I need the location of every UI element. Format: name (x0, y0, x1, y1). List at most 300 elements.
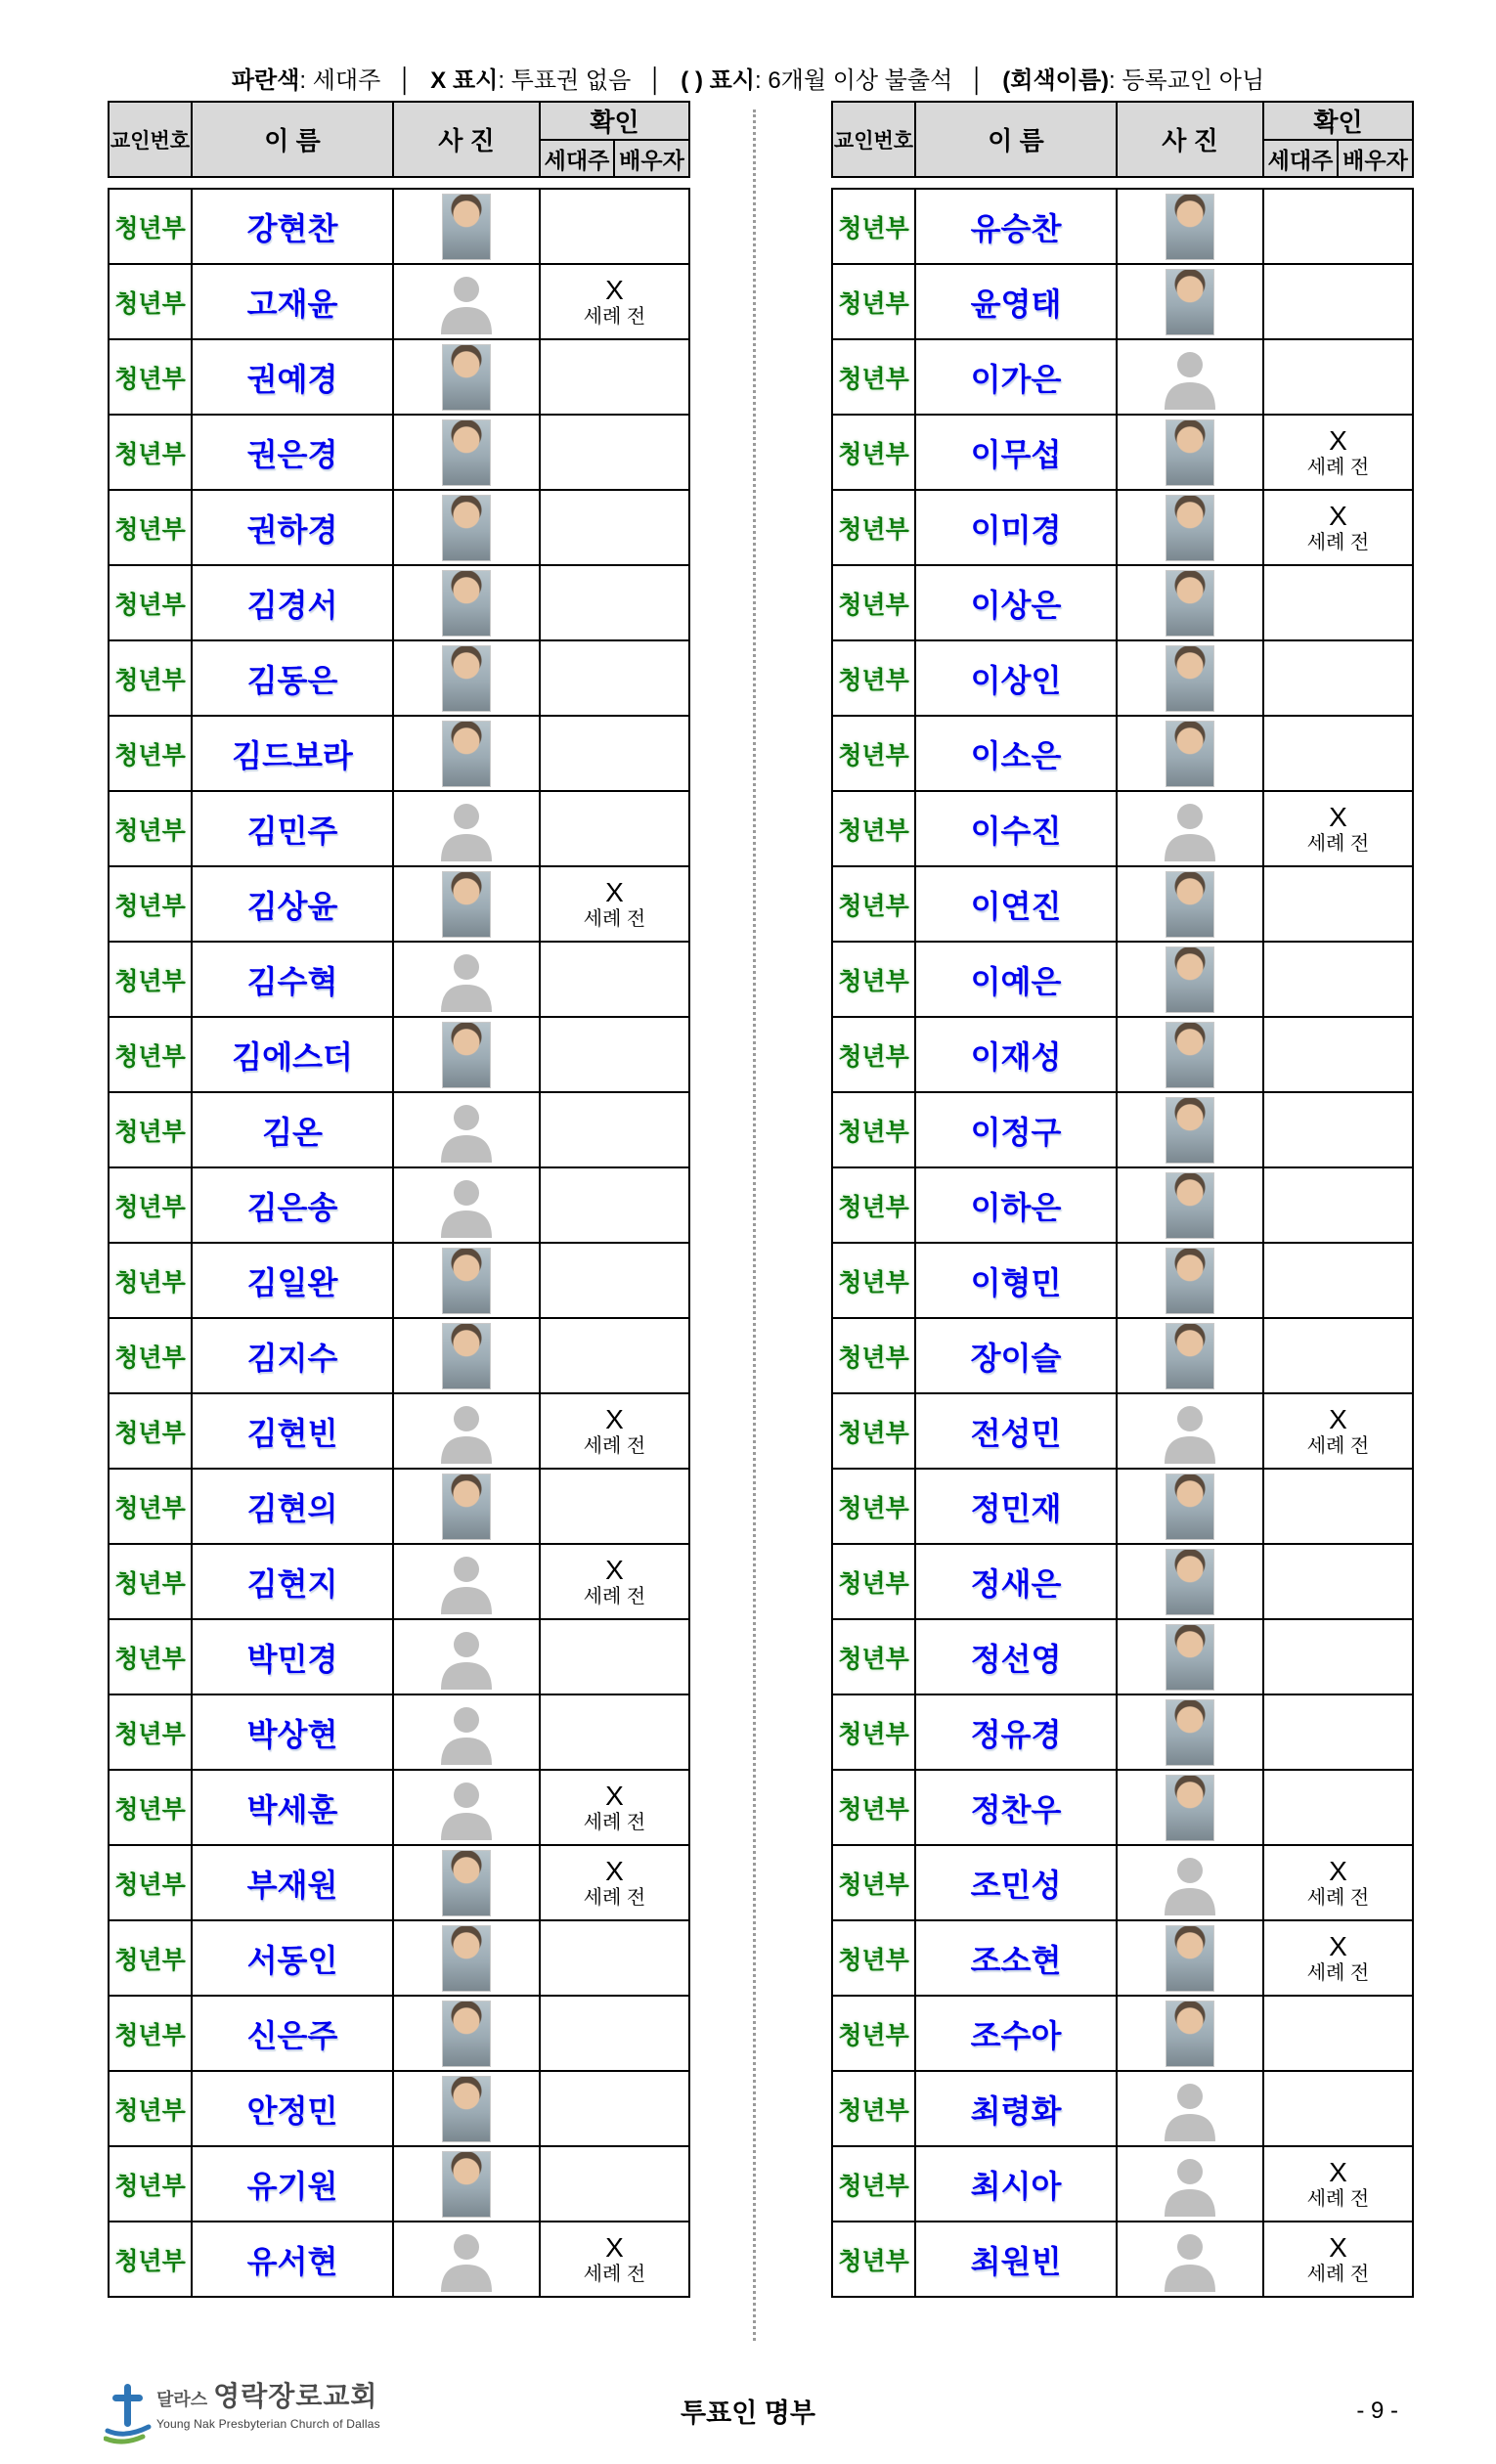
member-group-cell: 청년부 (109, 716, 192, 791)
member-name-cell: 이소은 (915, 716, 1117, 791)
confirm-mark-cell (1263, 1017, 1413, 1092)
confirm-mark-cell (1263, 1393, 1413, 1469)
member-name-cell: 김경서 (192, 565, 393, 640)
no-vote-x-mark: X (605, 1781, 624, 1811)
confirm-mark-cell (540, 866, 689, 942)
confirm-mark-cell (1263, 2222, 1413, 2297)
member-group-cell: 청년부 (832, 339, 915, 415)
member-photo-cell (1117, 264, 1263, 339)
table-row (109, 1243, 689, 1318)
person-silhouette-icon (436, 270, 497, 334)
member-photo-cell (393, 2222, 540, 2297)
member-photo-cell (393, 339, 540, 415)
member-photo-cell (1117, 942, 1263, 1017)
member-group-cell: 청년부 (109, 942, 192, 1017)
member-photo (1160, 2152, 1220, 2217)
member-photo-cell (1117, 1393, 1263, 1469)
member-group-cell: 청년부 (832, 1996, 915, 2071)
confirm-mark-cell (1263, 1694, 1413, 1770)
table-row (109, 565, 689, 640)
confirm-mark-cell (1263, 1920, 1413, 1996)
member-photo (436, 1098, 497, 1163)
person-silhouette-icon (436, 1098, 497, 1163)
member-photo (436, 1776, 497, 1840)
member-photo (442, 1474, 491, 1540)
member-photo (1166, 1022, 1214, 1088)
no-vote-x-mark: X (1329, 501, 1347, 531)
member-photo (436, 1173, 497, 1238)
column-header-photo: 사 진 (393, 102, 540, 177)
member-photo-cell (393, 1544, 540, 1619)
member-photo (442, 1925, 491, 1992)
member-photo (1166, 946, 1214, 1013)
member-group-cell: 청년부 (832, 189, 915, 264)
portrait-photo (1166, 1172, 1214, 1239)
member-name-cell: 김현의 (192, 1469, 393, 1544)
before-baptism-note: 세례 전 (583, 1435, 646, 1457)
portrait-photo (442, 2001, 491, 2067)
member-photo (1160, 1399, 1220, 1464)
table-row (109, 189, 689, 264)
confirm-mark-cell (1263, 264, 1413, 339)
table-row (832, 1694, 1413, 1770)
member-photo (1160, 1851, 1220, 1915)
member-name-cell: 이가은 (915, 339, 1117, 415)
member-photo (436, 1399, 497, 1464)
member-photo (1166, 1624, 1214, 1691)
member-name-cell: 유기원 (192, 2146, 393, 2222)
portrait-photo (442, 1323, 491, 1389)
table-row (109, 1469, 689, 1544)
member-photo-cell (393, 2071, 540, 2146)
member-group-cell: 청년부 (832, 415, 915, 490)
member-group-cell: 청년부 (832, 1243, 915, 1318)
member-photo-cell (1117, 716, 1263, 791)
member-group-cell: 청년부 (109, 1694, 192, 1770)
member-name-cell: 김민주 (192, 791, 393, 866)
member-photo-cell (1117, 1770, 1263, 1845)
table-row (832, 1017, 1413, 1092)
member-photo (1166, 269, 1214, 335)
member-name-cell: 정선영 (915, 1619, 1117, 1694)
member-name-cell: 부재원 (192, 1845, 393, 1920)
table-row (832, 490, 1413, 565)
table-row (109, 1619, 689, 1694)
member-group-cell: 청년부 (832, 1920, 915, 1996)
person-silhouette-icon (1160, 797, 1220, 861)
member-name-cell: 김은송 (192, 1167, 393, 1243)
member-group-cell: 청년부 (109, 791, 192, 866)
member-photo-cell (393, 1694, 540, 1770)
member-group-cell: 청년부 (832, 490, 915, 565)
column-header-spouse: 배우자 (614, 140, 689, 177)
confirm-mark-cell (540, 716, 689, 791)
member-group-cell: 청년부 (832, 264, 915, 339)
member-group-cell: 청년부 (832, 1845, 915, 1920)
member-photo (1160, 797, 1220, 861)
table-row (832, 1092, 1413, 1167)
member-photo-cell (393, 1092, 540, 1167)
church-name-kr: 영락장로교회 (213, 2381, 378, 2411)
member-photo-cell (393, 1243, 540, 1318)
table-row (109, 942, 689, 1017)
no-vote-x-mark: X (1329, 2157, 1347, 2187)
confirm-mark-cell (540, 1318, 689, 1393)
column-header-member-no: 교인번호 (109, 102, 192, 177)
member-name-cell: 정유경 (915, 1694, 1117, 1770)
member-photo (1166, 1323, 1214, 1389)
member-photo (442, 1248, 491, 1314)
member-group-cell: 청년부 (832, 1092, 915, 1167)
member-photo-cell (393, 1845, 540, 1920)
member-name-cell: 조민성 (915, 1845, 1117, 1920)
table-row (109, 339, 689, 415)
member-name-cell: 김드보라 (192, 716, 393, 791)
confirm-mark-cell (1263, 791, 1413, 866)
table-row (109, 1167, 689, 1243)
table-header-left (108, 101, 690, 178)
member-photo-cell (1117, 2146, 1263, 2222)
member-photo-cell (1117, 1920, 1263, 1996)
member-name-cell: 이상인 (915, 640, 1117, 716)
person-silhouette-icon (436, 1776, 497, 1840)
member-name-cell: 이연진 (915, 866, 1117, 942)
member-name-cell: 이무섭 (915, 415, 1117, 490)
table-row (832, 339, 1413, 415)
member-photo-cell (393, 565, 540, 640)
no-vote-x-mark: X (605, 2232, 624, 2263)
member-photo-cell (393, 640, 540, 716)
member-photo-cell (1117, 415, 1263, 490)
member-group-cell: 청년부 (109, 339, 192, 415)
table-row (832, 866, 1413, 942)
member-photo (442, 2076, 491, 2142)
table-row (109, 264, 689, 339)
table-row (109, 716, 689, 791)
member-photo-cell (393, 1469, 540, 1544)
confirm-mark-cell (540, 1017, 689, 1092)
confirm-mark-cell (1263, 2071, 1413, 2146)
member-photo-cell (1117, 1318, 1263, 1393)
confirm-mark-cell (540, 640, 689, 716)
before-baptism-note: 세례 전 (583, 1887, 646, 1909)
member-group-cell: 청년부 (832, 716, 915, 791)
member-photo-cell (393, 791, 540, 866)
member-name-cell: 권하경 (192, 490, 393, 565)
member-photo (436, 1700, 497, 1765)
before-baptism-note: 세례 전 (583, 2264, 646, 2285)
member-name-cell: 박민경 (192, 1619, 393, 1694)
table-body-right (831, 188, 1414, 2298)
member-group-cell: 청년부 (832, 565, 915, 640)
person-silhouette-icon (436, 797, 497, 861)
column-header-photo: 사 진 (1117, 102, 1263, 177)
confirm-mark-cell (540, 2146, 689, 2222)
member-group-cell: 청년부 (832, 2071, 915, 2146)
confirm-mark-cell (540, 942, 689, 1017)
portrait-photo (442, 1925, 491, 1992)
member-name-cell: 서동인 (192, 1920, 393, 1996)
confirm-mark-cell (1263, 339, 1413, 415)
member-photo (442, 645, 491, 712)
member-photo-cell (1117, 1544, 1263, 1619)
member-photo-cell (393, 264, 540, 339)
portrait-photo (1166, 495, 1214, 561)
member-group-cell: 청년부 (832, 1393, 915, 1469)
member-group-cell: 청년부 (109, 1243, 192, 1318)
member-photo (442, 419, 491, 486)
member-name-cell: 최령화 (915, 2071, 1117, 2146)
table-row (832, 1845, 1413, 1920)
table-row (832, 1770, 1413, 1845)
member-photo (436, 2227, 497, 2292)
member-photo (442, 721, 491, 787)
confirm-mark-cell (1263, 1167, 1413, 1243)
table-row (109, 1393, 689, 1469)
member-photo-cell (393, 189, 540, 264)
member-group-cell: 청년부 (109, 1092, 192, 1167)
portrait-photo (442, 2151, 491, 2218)
table-row (832, 942, 1413, 1017)
person-silhouette-icon (1160, 2077, 1220, 2141)
member-photo (436, 1625, 497, 1690)
no-vote-x-mark: X (1329, 425, 1347, 456)
member-photo-cell (393, 1017, 540, 1092)
person-silhouette-icon (1160, 1851, 1220, 1915)
member-photo (442, 495, 491, 561)
member-group-cell: 청년부 (832, 1619, 915, 1694)
confirm-mark-cell (1263, 1544, 1413, 1619)
table-row (832, 2071, 1413, 2146)
member-photo (1166, 194, 1214, 260)
table-row (109, 866, 689, 942)
member-name-cell: 김온 (192, 1092, 393, 1167)
portrait-photo (442, 344, 491, 411)
member-photo (1166, 721, 1214, 787)
confirm-mark-cell (540, 490, 689, 565)
member-photo-cell (1117, 189, 1263, 264)
member-group-cell: 청년부 (832, 1770, 915, 1845)
member-name-cell: 고재윤 (192, 264, 393, 339)
table-row (109, 1694, 689, 1770)
member-name-cell: 최원빈 (915, 2222, 1117, 2297)
person-silhouette-icon (436, 2227, 497, 2292)
member-name-cell: 정새은 (915, 1544, 1117, 1619)
member-group-cell: 청년부 (109, 1318, 192, 1393)
portrait-photo (442, 721, 491, 787)
member-photo (1166, 1248, 1214, 1314)
table-row (832, 1544, 1413, 1619)
portrait-photo (442, 1850, 491, 1916)
member-photo (436, 1550, 497, 1614)
before-baptism-note: 세례 전 (1306, 1962, 1370, 1984)
confirm-mark-cell (540, 2222, 689, 2297)
member-name-cell: 장이슬 (915, 1318, 1117, 1393)
member-photo (442, 1323, 491, 1389)
confirm-mark-cell (540, 1619, 689, 1694)
member-photo-cell (1117, 1996, 1263, 2071)
member-group-cell: 청년부 (109, 1619, 192, 1694)
member-group-cell: 청년부 (109, 1845, 192, 1920)
column-header-householder: 세대주 (1263, 140, 1338, 177)
member-photo-cell (393, 415, 540, 490)
member-photo (1160, 2227, 1220, 2292)
member-name-cell: 김상윤 (192, 866, 393, 942)
person-silhouette-icon (1160, 2227, 1220, 2292)
confirm-mark-cell (1263, 1996, 1413, 2071)
member-group-cell: 청년부 (832, 1469, 915, 1544)
table-row (832, 189, 1413, 264)
member-photo-cell (393, 866, 540, 942)
portrait-photo (442, 2076, 491, 2142)
confirm-mark-cell (1263, 1092, 1413, 1167)
member-photo (442, 1850, 491, 1916)
portrait-photo (442, 1022, 491, 1088)
portrait-photo (442, 419, 491, 486)
member-name-cell: 권은경 (192, 415, 393, 490)
church-city-label: 달라스 (156, 2390, 208, 2409)
table-row (832, 565, 1413, 640)
portrait-photo (1166, 1549, 1214, 1615)
member-photo (1166, 2001, 1214, 2067)
member-group-cell: 청년부 (832, 2222, 915, 2297)
member-group-cell: 청년부 (109, 2222, 192, 2297)
member-name-cell: 이형민 (915, 1243, 1117, 1318)
confirm-mark-cell (540, 415, 689, 490)
member-photo (442, 2001, 491, 2067)
member-name-cell: 유서현 (192, 2222, 393, 2297)
member-photo-cell (1117, 640, 1263, 716)
table-row (832, 640, 1413, 716)
member-name-cell: 권예경 (192, 339, 393, 415)
person-silhouette-icon (436, 947, 497, 1012)
portrait-photo (1166, 1323, 1214, 1389)
member-photo-cell (393, 716, 540, 791)
member-photo-cell (1117, 1845, 1263, 1920)
before-baptism-note: 세례 전 (1306, 1887, 1370, 1909)
member-photo-cell (393, 490, 540, 565)
portrait-photo (1166, 1775, 1214, 1841)
member-photo (442, 871, 491, 938)
confirm-mark-cell (540, 1920, 689, 1996)
confirm-mark-cell (540, 565, 689, 640)
member-group-cell: 청년부 (109, 2146, 192, 2222)
portrait-photo (1166, 1248, 1214, 1314)
no-vote-x-mark: X (605, 1856, 624, 1886)
member-photo (1166, 1925, 1214, 1992)
table-row (109, 1770, 689, 1845)
member-group-cell: 청년부 (109, 1167, 192, 1243)
table-row (832, 1167, 1413, 1243)
table-row (109, 1544, 689, 1619)
member-group-cell: 청년부 (109, 1544, 192, 1619)
member-name-cell: 이상은 (915, 565, 1117, 640)
member-name-cell: 안정민 (192, 2071, 393, 2146)
member-group-cell: 청년부 (832, 2146, 915, 2222)
portrait-photo (1166, 1097, 1214, 1164)
no-vote-x-mark: X (1329, 2232, 1347, 2263)
table-row (832, 1996, 1413, 2071)
member-name-cell: 신은주 (192, 1996, 393, 2071)
portrait-photo (442, 495, 491, 561)
person-silhouette-icon (436, 1399, 497, 1464)
member-name-cell: 김현빈 (192, 1393, 393, 1469)
member-group-cell: 청년부 (109, 1770, 192, 1845)
member-photo (1166, 495, 1214, 561)
confirm-mark-cell (1263, 415, 1413, 490)
member-name-cell: 이정구 (915, 1092, 1117, 1167)
member-photo-cell (393, 942, 540, 1017)
table-body-left (108, 188, 690, 2298)
member-photo (436, 797, 497, 861)
confirm-mark-cell (540, 1544, 689, 1619)
before-baptism-note: 세례 전 (583, 1812, 646, 1833)
before-baptism-note: 세례 전 (583, 1586, 646, 1607)
confirm-mark-cell (1263, 1845, 1413, 1920)
legend: 파란색: 세대주 │ X 표시: 투표권 없음 │ ( ) 표시: 6개월 이상 불출석 │ (회색이름): 등록교인 아님 (231, 67, 1265, 94)
column-header-name: 이 름 (192, 102, 393, 177)
church-name-en: Young Nak Presbyterian Church of Dallas (156, 2417, 380, 2431)
tables-divider (753, 110, 756, 2341)
member-group-cell: 청년부 (109, 565, 192, 640)
member-name-cell: 이수진 (915, 791, 1117, 866)
member-photo-cell (1117, 791, 1263, 866)
table-row (832, 1469, 1413, 1544)
confirm-mark-cell (540, 1469, 689, 1544)
confirm-mark-cell (1263, 1770, 1413, 1845)
person-silhouette-icon (436, 1173, 497, 1238)
table-row (109, 2071, 689, 2146)
portrait-photo (1166, 1624, 1214, 1691)
member-photo-cell (1117, 1017, 1263, 1092)
before-baptism-note: 세례 전 (583, 306, 646, 328)
portrait-photo (1166, 1474, 1214, 1540)
member-name-cell: 이미경 (915, 490, 1117, 565)
table-row (832, 1393, 1413, 1469)
no-vote-x-mark: X (1329, 1856, 1347, 1886)
member-group-cell: 청년부 (832, 640, 915, 716)
member-name-cell: 김에스더 (192, 1017, 393, 1092)
table-row (832, 264, 1413, 339)
member-photo (1160, 345, 1220, 410)
table-row (109, 2146, 689, 2222)
portrait-photo (442, 645, 491, 712)
confirm-mark-cell (1263, 565, 1413, 640)
member-photo-cell (1117, 2222, 1263, 2297)
member-name-cell: 김지수 (192, 1318, 393, 1393)
column-header-spouse: 배우자 (1338, 140, 1413, 177)
table-row (109, 640, 689, 716)
portrait-photo (1166, 871, 1214, 938)
member-photo-cell (1117, 565, 1263, 640)
member-photo (1166, 570, 1214, 637)
member-name-cell: 최시아 (915, 2146, 1117, 2222)
table-row (109, 1920, 689, 1996)
portrait-photo (1166, 721, 1214, 787)
member-photo-cell (1117, 1092, 1263, 1167)
member-name-cell: 조수아 (915, 1996, 1117, 2071)
member-photo (442, 2151, 491, 2218)
confirm-mark-cell (540, 189, 689, 264)
member-photo-cell (1117, 2071, 1263, 2146)
member-name-cell: 이재성 (915, 1017, 1117, 1092)
confirm-mark-cell (540, 1167, 689, 1243)
member-photo-cell (393, 1318, 540, 1393)
column-header-name: 이 름 (915, 102, 1117, 177)
portrait-photo (442, 194, 491, 260)
confirm-mark-cell (1263, 1619, 1413, 1694)
page-number: - 9 - (1356, 2398, 1398, 2424)
